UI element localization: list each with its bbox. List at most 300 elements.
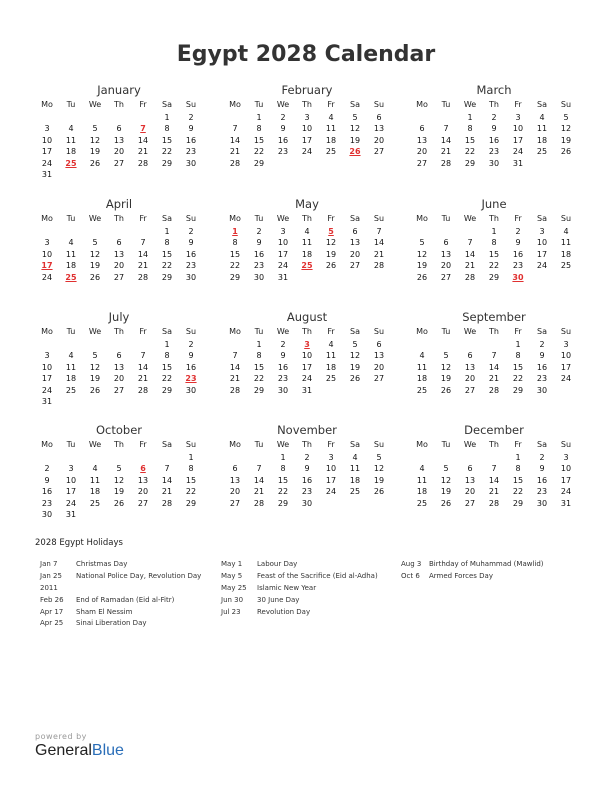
weekday-header: Su <box>373 100 385 109</box>
day-cell: 3 <box>515 113 521 122</box>
holiday-day: 25 <box>65 272 77 282</box>
day-cell: 22 <box>464 147 476 157</box>
holiday-name: Sham El Nessim <box>76 607 133 616</box>
day-cell: 25 <box>416 498 428 508</box>
empty-cell <box>458 452 482 463</box>
empty-cell <box>131 112 155 123</box>
day-cell: 4 <box>92 464 98 474</box>
day-cell: 20 <box>464 487 476 497</box>
day-cell: 30 <box>41 509 53 519</box>
day-cell: 21 <box>464 261 476 271</box>
day-cell: 7 <box>232 351 238 361</box>
day-cell: 14 <box>137 362 149 372</box>
day-cell: 9 <box>256 238 262 248</box>
day-cell: 7 <box>140 238 146 248</box>
day-cell: 12 <box>440 362 452 372</box>
holiday-name: Islamic New Year <box>257 583 317 592</box>
day-cell: 3 <box>68 464 74 474</box>
weekday-header: We <box>463 214 477 223</box>
holiday-date: Feb 26 <box>40 595 64 604</box>
day-cell: 22 <box>253 147 265 157</box>
holiday-day: 26 <box>349 147 361 157</box>
empty-cell <box>131 226 155 237</box>
day-cell: 22 <box>253 374 265 384</box>
day-cell: 7 <box>164 464 170 474</box>
holiday-day: 6 <box>140 464 146 474</box>
day-cell: 1 <box>491 227 497 236</box>
day-cell: 12 <box>440 475 452 485</box>
day-cell: 19 <box>325 249 337 259</box>
day-cell: 11 <box>65 362 77 372</box>
weekday-header: Tu <box>66 100 76 109</box>
weekday-header: We <box>276 214 290 223</box>
day-cell: 3 <box>44 238 50 248</box>
holiday-name: Labour Day <box>257 560 298 568</box>
weekday-header: Mo <box>416 100 428 109</box>
day-cell: 4 <box>68 124 74 134</box>
weekday-header: Th <box>302 440 312 449</box>
weekday-header: Su <box>185 440 197 449</box>
day-cell: 7 <box>491 351 497 361</box>
day-cell: 11 <box>416 475 428 485</box>
day-cell: 7 <box>256 464 262 474</box>
day-cell: 2 <box>491 113 497 122</box>
weekday-header: We <box>88 214 102 223</box>
day-cell: 13 <box>373 124 385 134</box>
day-cell: 5 <box>563 113 569 122</box>
weekday-header: Sa <box>537 327 547 336</box>
day-cell: 26 <box>560 147 572 157</box>
month-name: October <box>95 423 143 437</box>
weekday-header: Mo <box>416 214 428 223</box>
day-cell: 30 <box>277 385 289 395</box>
day-cell: 26 <box>373 487 385 497</box>
day-cell: 24 <box>301 147 313 157</box>
month-days-grid <box>410 98 578 169</box>
brand-second: Blue <box>91 742 124 759</box>
weekday-header: Fr <box>139 100 147 109</box>
weekday-header: Fr <box>514 214 522 223</box>
weekday-header: Th <box>489 100 499 109</box>
day-cell: 21 <box>373 249 385 259</box>
weekday-header: Tu <box>254 214 264 223</box>
day-cell: 6 <box>352 227 358 236</box>
weekday-header: Su <box>560 327 572 336</box>
day-cell: 9 <box>539 464 545 474</box>
day-cell: 2 <box>188 340 194 349</box>
month-name: September <box>462 310 526 324</box>
empty-cell <box>482 452 506 463</box>
day-cell: 19 <box>89 374 101 384</box>
day-cell: 13 <box>229 475 241 485</box>
day-cell: 27 <box>373 374 385 384</box>
empty-cell <box>410 226 434 237</box>
month-january <box>35 82 203 180</box>
month-june <box>410 196 578 283</box>
day-cell: 28 <box>229 158 241 168</box>
month-days-grid <box>35 438 203 520</box>
day-cell: 25 <box>65 385 77 395</box>
day-cell: 14 <box>440 135 452 145</box>
day-cell: 16 <box>536 362 548 372</box>
day-cell: 23 <box>512 261 524 271</box>
day-cell: 19 <box>416 261 428 271</box>
day-cell: 13 <box>113 249 125 259</box>
day-cell: 17 <box>560 362 572 372</box>
day-cell: 24 <box>536 261 548 271</box>
day-cell: 2 <box>44 464 50 474</box>
day-cell: 22 <box>161 261 173 271</box>
day-cell: 22 <box>229 261 241 271</box>
day-cell: 9 <box>44 475 50 485</box>
day-cell: 30 <box>185 272 197 282</box>
holiday-name: Sinai Liberation Day <box>76 619 147 628</box>
month-name: August <box>286 310 328 324</box>
day-cell: 14 <box>253 475 265 485</box>
day-cell: 17 <box>65 487 77 497</box>
day-cell: 1 <box>164 227 170 236</box>
day-cell: 10 <box>536 238 548 248</box>
day-cell: 14 <box>229 362 241 372</box>
day-cell: 8 <box>188 464 194 474</box>
day-cell: 6 <box>232 464 238 474</box>
day-cell: 21 <box>137 147 149 157</box>
day-cell: 20 <box>113 374 125 384</box>
day-cell: 29 <box>488 272 500 282</box>
day-cell: 23 <box>41 498 53 508</box>
weekday-header: Th <box>489 214 499 223</box>
day-cell: 15 <box>488 249 500 259</box>
day-cell: 31 <box>512 158 524 168</box>
day-cell: 20 <box>113 261 125 271</box>
weekday-header: Mo <box>416 440 428 449</box>
day-cell: 6 <box>419 124 425 134</box>
weekday-header: We <box>88 440 102 449</box>
holiday-date: Oct 6 <box>401 571 420 580</box>
weekday-header: Tu <box>441 214 451 223</box>
holiday-day: 30 <box>512 272 524 282</box>
day-cell: 9 <box>280 351 286 361</box>
weekday-header: Mo <box>229 440 241 449</box>
day-cell: 19 <box>440 374 452 384</box>
day-cell: 19 <box>440 487 452 497</box>
day-cell: 21 <box>253 487 265 497</box>
day-cell: 22 <box>161 147 173 157</box>
weekday-header: We <box>276 327 290 336</box>
empty-cell <box>59 339 83 350</box>
day-cell: 15 <box>253 362 265 372</box>
day-cell: 18 <box>301 249 313 259</box>
holiday-date: 2011 <box>40 583 58 592</box>
day-cell: 7 <box>467 238 473 248</box>
month-days-grid <box>410 212 578 283</box>
weekday-header: Su <box>373 214 385 223</box>
day-cell: 8 <box>280 464 286 474</box>
day-cell: 5 <box>419 238 425 248</box>
weekday-header: Fr <box>514 100 522 109</box>
day-cell: 5 <box>116 464 122 474</box>
empty-cell <box>59 452 83 463</box>
day-cell: 26 <box>89 158 101 168</box>
day-cell: 8 <box>491 238 497 248</box>
weekday-header: Th <box>114 100 124 109</box>
day-cell: 31 <box>560 498 572 508</box>
month-name: April <box>105 197 133 211</box>
day-cell: 2 <box>304 453 310 462</box>
day-cell: 16 <box>301 475 313 485</box>
weekday-header: Mo <box>229 214 241 223</box>
weekday-header: Sa <box>537 214 547 223</box>
holiday-date: Jun 30 <box>221 595 244 604</box>
month-august <box>223 309 391 396</box>
day-cell: 21 <box>488 487 500 497</box>
day-cell: 20 <box>464 374 476 384</box>
month-days-grid <box>410 325 578 396</box>
day-cell: 25 <box>349 487 361 497</box>
day-cell: 17 <box>512 135 524 145</box>
day-cell: 10 <box>277 238 289 248</box>
day-cell: 30 <box>185 158 197 168</box>
day-cell: 21 <box>161 487 173 497</box>
day-cell: 31 <box>41 169 53 179</box>
day-cell: 30 <box>253 272 265 282</box>
day-cell: 20 <box>373 362 385 372</box>
day-cell: 20 <box>373 135 385 145</box>
weekday-header: Fr <box>514 327 522 336</box>
day-cell: 23 <box>277 147 289 157</box>
day-cell: 21 <box>137 261 149 271</box>
day-cell: 4 <box>304 227 310 236</box>
day-cell: 25 <box>560 261 572 271</box>
day-cell: 12 <box>349 351 361 361</box>
day-cell: 29 <box>512 385 524 395</box>
day-cell: 28 <box>137 158 149 168</box>
day-cell: 9 <box>188 238 194 248</box>
weekday-header: Th <box>114 440 124 449</box>
day-cell: 18 <box>89 487 101 497</box>
weekday-header: Su <box>373 327 385 336</box>
day-cell: 30 <box>536 498 548 508</box>
holiday-row <box>40 559 201 571</box>
weekday-header: Fr <box>327 440 335 449</box>
day-cell: 7 <box>376 227 382 236</box>
month-days-grid <box>35 98 203 180</box>
day-cell: 19 <box>560 135 572 145</box>
holiday-day: 17 <box>41 261 53 271</box>
day-cell: 23 <box>536 487 548 497</box>
weekday-header: Tu <box>254 440 264 449</box>
holidays-column <box>40 559 201 630</box>
day-cell: 4 <box>563 227 569 236</box>
day-cell: 21 <box>137 374 149 384</box>
month-name: January <box>97 83 141 97</box>
empty-cell <box>83 226 107 237</box>
powered-by-text: powered by <box>35 732 87 741</box>
empty-cell <box>410 452 434 463</box>
day-cell: 18 <box>65 261 77 271</box>
holiday-day: 1 <box>232 227 238 236</box>
day-cell: 18 <box>325 362 337 372</box>
day-cell: 29 <box>161 272 173 282</box>
day-cell: 12 <box>325 238 337 248</box>
day-cell: 8 <box>256 351 262 361</box>
holiday-name: Revolution Day <box>257 607 311 616</box>
day-cell: 11 <box>349 464 361 474</box>
day-cell: 13 <box>113 362 125 372</box>
weekday-header: Fr <box>139 327 147 336</box>
day-cell: 14 <box>137 249 149 259</box>
day-cell: 19 <box>89 261 101 271</box>
day-cell: 28 <box>137 272 149 282</box>
day-cell: 17 <box>301 362 313 372</box>
day-cell: 25 <box>536 147 548 157</box>
holidays-column <box>401 559 544 583</box>
day-cell: 2 <box>539 340 545 349</box>
day-cell: 1 <box>515 340 521 349</box>
day-cell: 18 <box>325 135 337 145</box>
holiday-date: Apr 17 <box>40 607 64 616</box>
weekday-header: We <box>463 327 477 336</box>
day-cell: 10 <box>325 464 337 474</box>
empty-cell <box>35 339 59 350</box>
day-cell: 2 <box>188 113 194 122</box>
day-cell: 20 <box>137 487 149 497</box>
day-cell: 23 <box>301 487 313 497</box>
holiday-row <box>221 607 378 619</box>
month-days-grid <box>223 98 391 169</box>
day-cell: 16 <box>536 475 548 485</box>
holiday-row <box>40 607 201 619</box>
day-cell: 29 <box>464 158 476 168</box>
day-cell: 2 <box>256 227 262 236</box>
day-cell: 12 <box>373 464 385 474</box>
month-july <box>35 309 203 407</box>
weekday-header: Sa <box>350 100 360 109</box>
holiday-day: 23 <box>185 374 197 384</box>
day-cell: 19 <box>349 362 361 372</box>
day-cell: 8 <box>164 124 170 134</box>
day-cell: 23 <box>185 261 197 271</box>
day-cell: 28 <box>161 498 173 508</box>
weekday-header: Th <box>114 327 124 336</box>
day-cell: 25 <box>416 385 428 395</box>
month-november <box>223 422 391 509</box>
day-cell: 4 <box>68 351 74 361</box>
weekday-header: We <box>463 440 477 449</box>
empty-cell <box>155 452 179 463</box>
day-cell: 28 <box>373 261 385 271</box>
holiday-date: Aug 3 <box>401 560 422 568</box>
weekday-header: Tu <box>66 327 76 336</box>
day-cell: 10 <box>41 249 53 259</box>
day-cell: 24 <box>560 487 572 497</box>
empty-cell <box>223 112 247 123</box>
day-cell: 10 <box>560 351 572 361</box>
holiday-date: Jul 23 <box>221 607 241 616</box>
day-cell: 16 <box>512 249 524 259</box>
month-name: July <box>108 310 130 324</box>
day-cell: 5 <box>352 340 358 349</box>
holiday-row <box>401 571 544 583</box>
weekday-header: Fr <box>514 440 522 449</box>
weekday-header: We <box>276 100 290 109</box>
empty-cell <box>434 226 458 237</box>
day-cell: 15 <box>161 249 173 259</box>
empty-cell <box>107 452 131 463</box>
weekday-header: Mo <box>229 327 241 336</box>
weekday-header: Sa <box>350 440 360 449</box>
day-cell: 1 <box>256 113 262 122</box>
day-cell: 28 <box>229 385 241 395</box>
empty-cell <box>107 226 131 237</box>
day-cell: 27 <box>416 158 428 168</box>
day-cell: 20 <box>416 147 428 157</box>
day-cell: 28 <box>488 498 500 508</box>
weekday-header: Fr <box>327 214 335 223</box>
day-cell: 24 <box>325 487 337 497</box>
holiday-row <box>221 595 378 607</box>
month-days-grid <box>35 325 203 407</box>
weekday-header: Su <box>185 327 197 336</box>
day-cell: 27 <box>137 498 149 508</box>
day-cell: 11 <box>416 362 428 372</box>
day-cell: 18 <box>416 374 428 384</box>
day-cell: 12 <box>349 124 361 134</box>
day-cell: 22 <box>161 374 173 384</box>
day-cell: 5 <box>92 351 98 361</box>
weekday-header: Sa <box>537 440 547 449</box>
holiday-row <box>40 595 201 607</box>
day-cell: 14 <box>137 135 149 145</box>
weekday-header: Tu <box>66 214 76 223</box>
day-cell: 14 <box>488 362 500 372</box>
weekday-header: Tu <box>441 440 451 449</box>
empty-cell <box>458 339 482 350</box>
day-cell: 2 <box>280 113 286 122</box>
day-cell: 30 <box>536 385 548 395</box>
day-cell: 16 <box>488 135 500 145</box>
day-cell: 12 <box>416 249 428 259</box>
day-cell: 26 <box>349 374 361 384</box>
day-cell: 4 <box>328 340 334 349</box>
empty-cell <box>223 452 247 463</box>
day-cell: 19 <box>89 147 101 157</box>
day-cell: 9 <box>188 124 194 134</box>
day-cell: 27 <box>440 272 452 282</box>
day-cell: 28 <box>488 385 500 395</box>
day-cell: 11 <box>65 249 77 259</box>
month-name: December <box>464 423 524 437</box>
day-cell: 27 <box>229 498 241 508</box>
day-cell: 2 <box>515 227 521 236</box>
day-cell: 23 <box>253 261 265 271</box>
day-cell: 11 <box>89 475 101 485</box>
day-cell: 17 <box>41 374 53 384</box>
day-cell: 27 <box>113 158 125 168</box>
empty-cell <box>107 112 131 123</box>
weekday-header: Th <box>489 440 499 449</box>
brand-logo[interactable] <box>35 742 124 760</box>
holiday-date: Jan 7 <box>40 560 58 568</box>
weekday-header: Su <box>373 440 385 449</box>
day-cell: 2 <box>188 227 194 236</box>
weekday-header: Su <box>560 440 572 449</box>
month-days-grid <box>223 438 391 509</box>
day-cell: 12 <box>89 135 101 145</box>
day-cell: 7 <box>443 124 449 134</box>
day-cell: 23 <box>185 147 197 157</box>
weekday-header: Mo <box>41 100 53 109</box>
